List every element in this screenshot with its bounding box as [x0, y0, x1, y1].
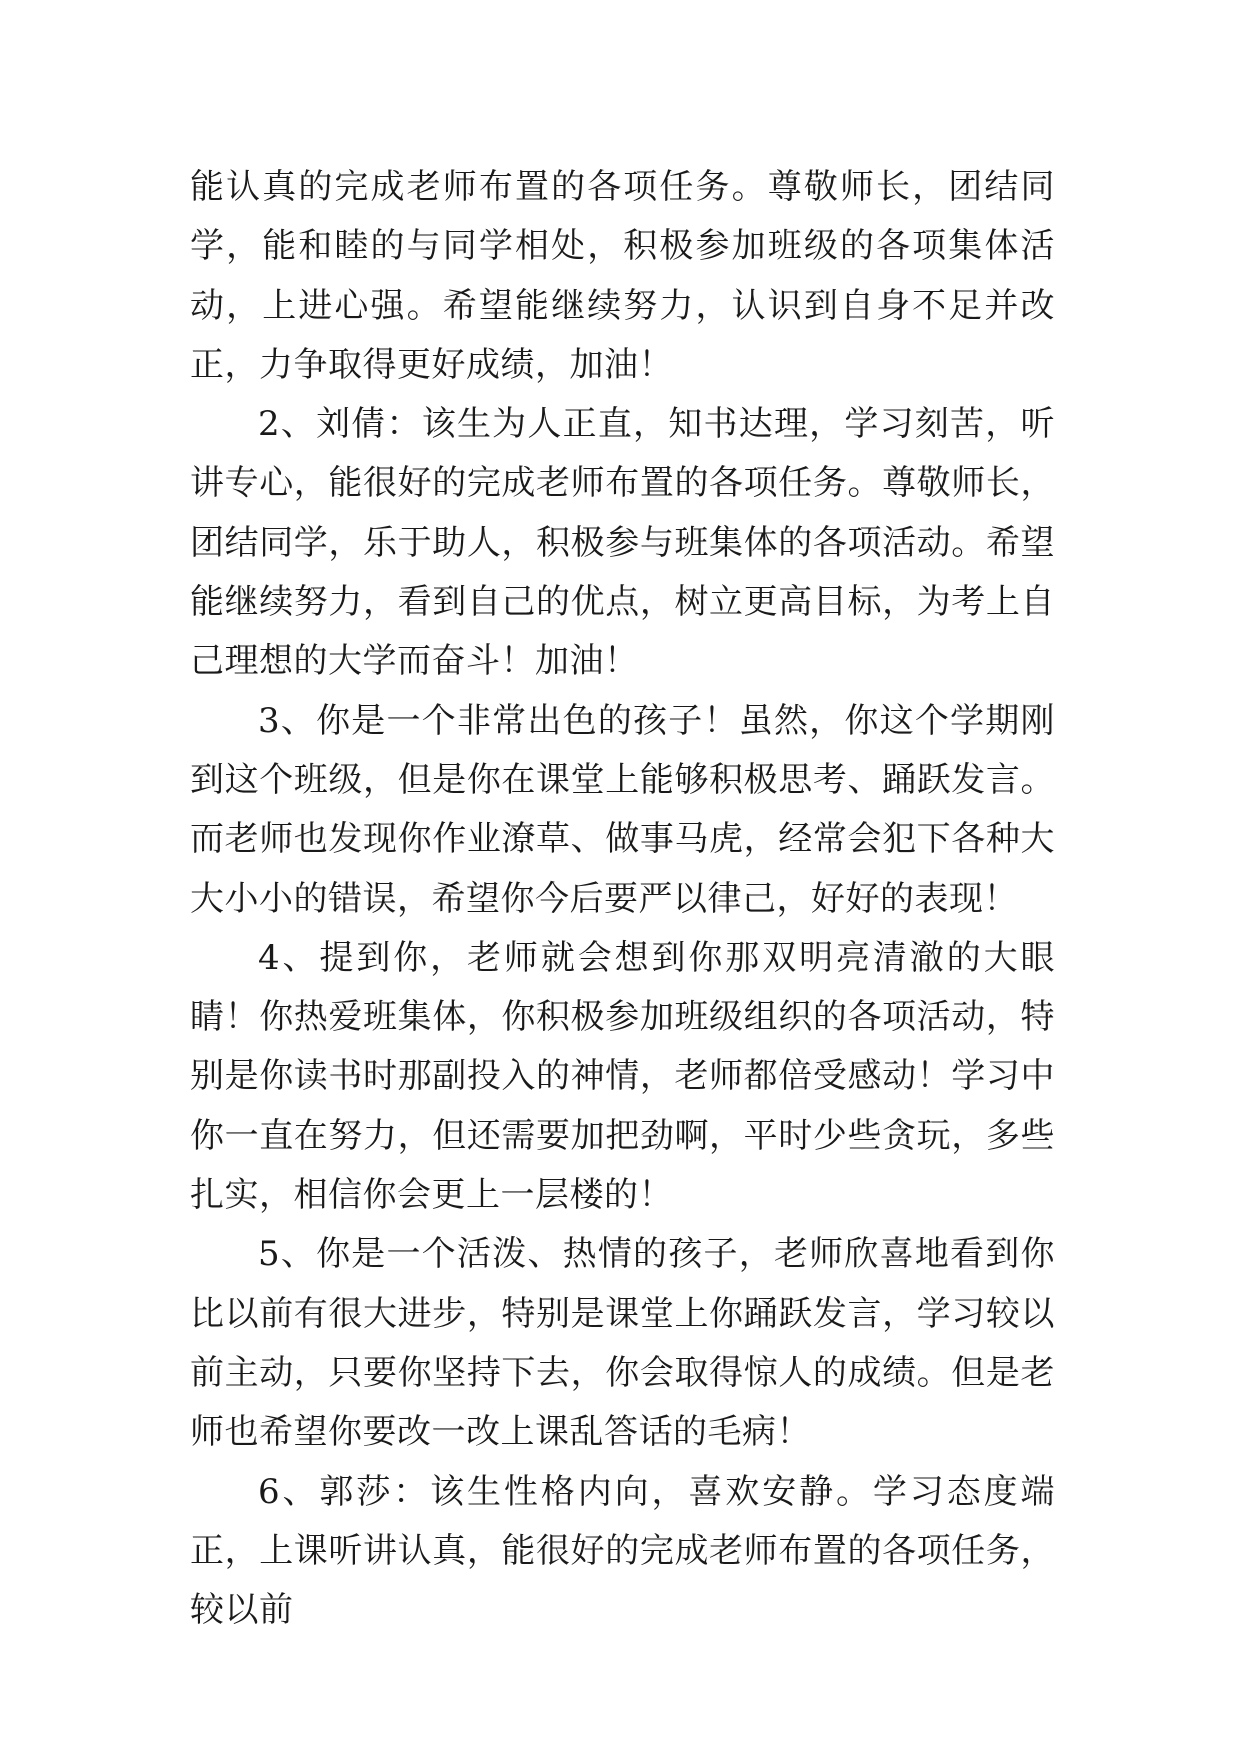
paragraph-2: 2、刘倩：该生为人正直，知书达理，学习刻苦，听讲专心，能很好的完成老师布置的各项任务。尊敬师长，团结同学，乐于助人，积极参与班集体的各项活动。希望能继续努力，看到自己的优点，树立更高目标，为考上自己理想的大学而奋斗！加油！ [190, 404, 1055, 682]
paragraph-5: 5、你是一个活泼、热情的孩子，老师欣喜地看到你比以前有很大进步，特别是课堂上你踊跃发言，学习较以前主动，只要你坚持下去，你会取得惊人的成绩。但是老师也希望你要改一改上课乱答话的毛病！ [190, 1234, 1055, 1453]
paragraph-1: 能认真的完成老师布置的各项任务。尊敬师长，团结同学，能和睦的与同学相处，积极参加班级的各项集体活动，上进心强。希望能继续努力，认识到自身不足并改正，力争取得更好成绩，加油！ [190, 167, 1055, 385]
paragraph-3: 3、你是一个非常出色的孩子！虽然，你这个学期刚到这个班级，但是你在课堂上能够积极思考、踊跃发言。而老师也发现你作业潦草、做事马虎，经常会犯下各种大大小小的错误，希望你今后要严以律己，好好的表现！ [190, 700, 1055, 919]
paragraph-6: 6、郭莎：该生性格内向，喜欢安静。学习态度端正，上课听讲认真，能很好的完成老师布置的各项任务，较以前 [190, 1471, 1055, 1631]
document-body [190, 158, 1055, 1640]
paragraph-4: 4、提到你，老师就会想到你那双明亮清澈的大眼睛！你热爱班集体，你积极参加班级组织的各项活动，特别是你读书时那副投入的神情，老师都倍受感动！学习中你一直在努力，但还需要加把劲啊，平时少些贪玩，多些扎实，相信你会更上一层楼的！ [190, 937, 1055, 1216]
